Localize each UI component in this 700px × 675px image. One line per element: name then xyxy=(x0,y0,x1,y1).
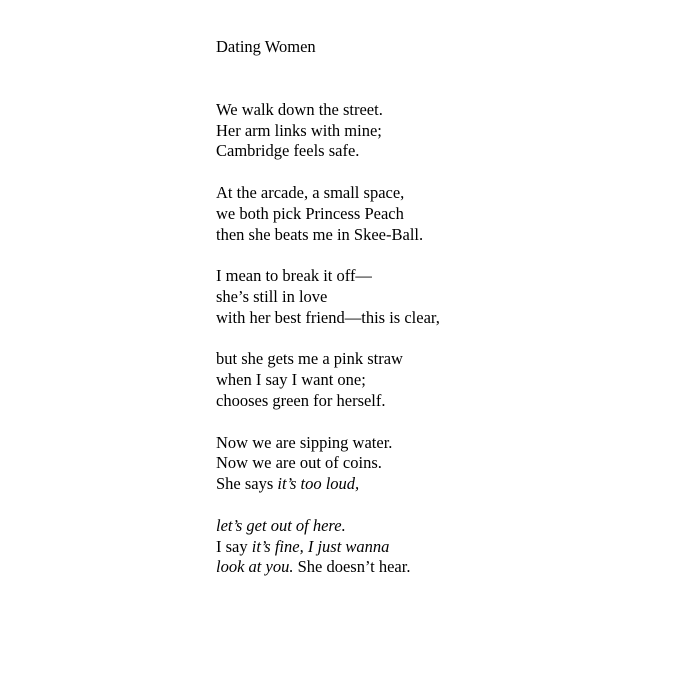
poem-line-segment: Cambridge feels safe. xyxy=(216,141,360,161)
poem-page xyxy=(216,37,676,599)
poem-line-segment: She says xyxy=(216,474,278,494)
poem-line-segment: I mean to break it off— xyxy=(216,266,372,286)
poem-line xyxy=(216,474,676,495)
poem-line-segment: At the arcade, a small space, xyxy=(216,182,405,202)
poem-line xyxy=(216,266,676,287)
poem-line-segment: Now we are sipping water. xyxy=(216,432,393,452)
poem-stanza xyxy=(216,266,676,328)
poem-stanza xyxy=(216,516,676,578)
poem-stanza xyxy=(216,183,676,245)
poem-line-segment: with her best friend—this is clear, xyxy=(216,307,440,327)
poem-line xyxy=(216,391,676,412)
poem-line-italic-segment: let’s get out of here. xyxy=(216,515,346,535)
poem-line xyxy=(216,287,676,308)
poem-stanza xyxy=(216,349,676,411)
poem-body xyxy=(216,100,676,578)
poem-line xyxy=(216,433,676,454)
poem-line xyxy=(216,183,676,204)
poem-line xyxy=(216,100,676,121)
poem-stanza xyxy=(216,433,676,495)
poem-line-segment: then she beats me in Skee-Ball. xyxy=(216,224,424,244)
poem-line xyxy=(216,370,676,391)
poem-title: Dating Women xyxy=(216,37,316,56)
poem-line xyxy=(216,308,676,329)
poem-line xyxy=(216,557,676,578)
poem-line xyxy=(216,349,676,370)
poem-line xyxy=(216,537,676,558)
poem-line xyxy=(216,516,676,537)
poem-line-segment: chooses green for herself. xyxy=(216,390,386,410)
poem-line xyxy=(216,225,676,246)
poem-line xyxy=(216,121,676,142)
poem-line-segment: Now we are out of coins. xyxy=(216,453,382,473)
poem-line-segment: She doesn’t hear. xyxy=(293,557,411,577)
poem-line-segment: we both pick Princess Peach xyxy=(216,203,404,223)
poem-line-segment: I say xyxy=(216,536,252,556)
poem-line xyxy=(216,141,676,162)
poem-line-segment: she’s still in love xyxy=(216,286,328,306)
poem-line-segment: when I say I want one; xyxy=(216,370,366,390)
poem-stanza xyxy=(216,100,676,162)
poem-line xyxy=(216,204,676,225)
poem-line-segment: Her arm links with mine; xyxy=(216,120,382,140)
poem-line xyxy=(216,453,676,474)
poem-line-segment: but she gets me a pink straw xyxy=(216,349,403,369)
poem-line-segment: We walk down the street. xyxy=(216,99,383,119)
poem-line-italic-segment: it’s fine, I just wanna xyxy=(251,536,390,556)
poem-line-italic-segment: it’s too loud, xyxy=(277,474,360,494)
poem-line-italic-segment: look at you. xyxy=(216,557,294,577)
